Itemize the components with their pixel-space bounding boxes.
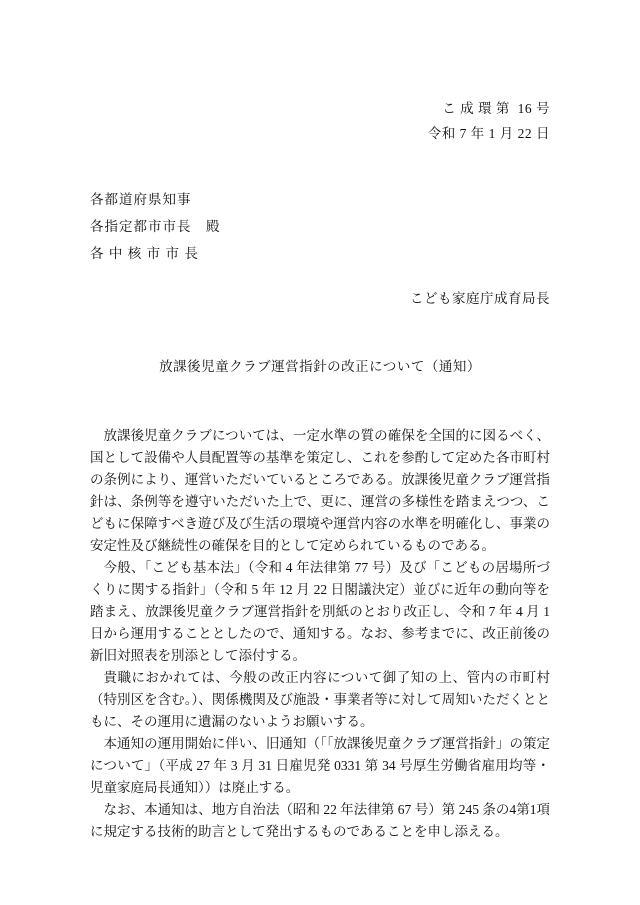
sender-name: こども家庭庁成育局長 <box>410 291 550 306</box>
body-paragraph: 本通知の運用開始に伴い、旧通知（「「放課後児童クラブ運営指針」の策定について」（平成 27 年 3 月 31 日雇児発 0331 第 34 号厚生労働省雇用均等・児童家庭局長通知））は廃止する。 <box>90 736 550 795</box>
addressee-line: 各 中 核 市 市 長 <box>90 246 199 261</box>
body-paragraph: 今般、「こども基本法」（令和 4 年法律第 77 号）及び「こどもの居場所づくりに関する指針」（令和 5 年 12 月 22 日閣議決定）並びに近年の動向等を踏まえ、放課後児童クラブ運営指針を別紙のとおり改正し、令和 7 年 4 月 1 日から運用することとしたので、通知する。なお、参考までに、改正前後の新旧対照表を別添として添付する。 <box>90 560 550 663</box>
document-number: こ 成 環 第 16 号 <box>442 101 550 116</box>
document-body <box>90 425 550 843</box>
body-paragraph: なお、本通知は、地方自治法（昭和 22 年法律第 67 号）第 245 条の4第1項に規定する技術的助言として発出するものであることを申し添える。 <box>90 802 550 839</box>
document-title: 放課後児童クラブ運営指針の改正について（通知） <box>159 359 481 374</box>
addressee-line: 各指定都市市長 殿 <box>90 219 221 234</box>
document-date: 令和 7 年 1 月 22 日 <box>427 126 550 141</box>
addressee-line: 各都道府県知事 <box>90 192 192 207</box>
body-paragraph: 貴職におかれては、今般の改正内容について御了知の上、管内の市町村（特別区を含む。）、関係機関及び施設・事業者等に対して周知いただくとともに、その運用に遺漏のないようお願いする。 <box>90 670 550 729</box>
body-paragraph: 放課後児童クラブについては、一定水準の質の確保を全国的に図るべく、国として設備や人員配置等の基準を策定し、これを参酌して定めた各市町村の条例により、運営いただいているところである。放課後児童クラブ運営指針は、条例等を遵守いただいた上で、更に、運営の多様性を踏まえつつ、こどもに保障すべき遊び及び生活の環境や運営内容の水準を明確化し、事業の安定性及び継続性の確保を目的として定められているものである。 <box>90 428 550 553</box>
addressee-block <box>90 186 550 267</box>
